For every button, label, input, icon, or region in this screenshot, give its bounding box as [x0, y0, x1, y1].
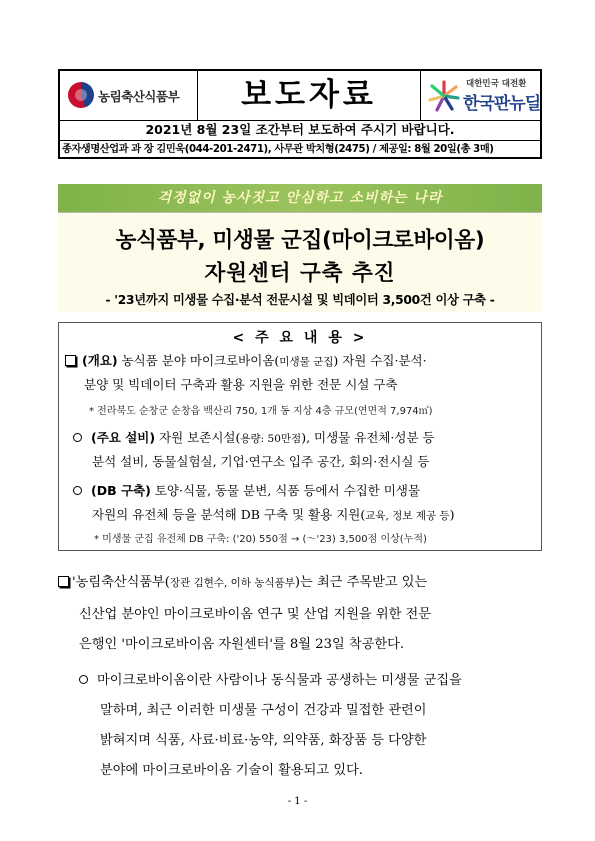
body-para-2-line-1 — [79, 669, 462, 688]
body-para-2-line-2: 말하며, 최근 이러한 미생물 구성이 건강과 밀접한 관련이 — [100, 703, 427, 718]
header-top-row — [60, 71, 540, 121]
para1-text: '농림축산식품부( — [72, 575, 170, 590]
checkbox-square-icon — [58, 576, 69, 587]
body-para-1-line-3: 은행인 '마이크로바이옴 자원센터'를 8월 23일 착공한다. — [79, 637, 405, 652]
equipment-line-1 — [73, 428, 435, 446]
korean-new-deal-logo — [420, 71, 542, 120]
overview-note: * 전라북도 순창군 순창읍 백산리 750, 1개 동 지상 4층 규모(연면적 7,974㎡) — [89, 406, 433, 417]
new-deal-tagline: 대한민국 대전환 — [466, 79, 527, 89]
page-number: - 1 - — [287, 796, 308, 807]
overview-text: 농식품 분야 마이크로바이옴( — [121, 353, 280, 368]
db-text-2-end: ) — [449, 507, 455, 522]
equipment-small: 용량: 50만점 — [240, 433, 302, 445]
para1-small: 장관 김현수, 이하 농식품부 — [169, 577, 295, 589]
headline-line-1: 농식품부, 미생물 군집(마이크로바이옴) — [115, 228, 485, 253]
circle-bullet-icon — [79, 675, 88, 684]
overview-line-1 — [65, 351, 427, 369]
overview-text-cont: ) 자원 수집·분석· — [333, 353, 427, 368]
doc-type-title: 보도자료 — [241, 77, 377, 113]
key-points-title: < 주 요 내 용 > — [232, 330, 368, 346]
key-points-box — [58, 322, 542, 551]
contact-info: 종자생명산업과 과 장 김민욱(044-201-2471), 사무관 박치형(2475) / 제공일: 8월 20일(총 3매) — [62, 144, 494, 155]
equipment-text: 자원 보존시설( — [159, 430, 241, 445]
circle-bullet-icon — [73, 486, 82, 495]
new-deal-brand: 한국판뉴딜 — [463, 94, 541, 114]
db-line-1 — [73, 481, 420, 499]
headline-box — [58, 212, 542, 312]
overview-label: (개요) — [82, 353, 118, 368]
headline-line-2: 자원센터 구축 추진 — [204, 261, 396, 286]
db-note: * 미생물 군집 유전체 DB 구축: ('20) 550점 → (～'23) 3,500점 이상(누적) — [94, 534, 427, 545]
db-text: 토양·식물, 동물 분변, 식품 등에서 수집한 미생물 — [154, 483, 421, 498]
equipment-text-cont: ), 미생물 유전체·성분 등 — [301, 430, 435, 445]
equipment-line-2: 분석 설비, 동물실험실, 기업·연구소 입주 공간, 회의·전시실 등 — [92, 454, 430, 469]
slogan-text: 걱정없이 농사짓고 안심하고 소비하는 나라 — [157, 190, 443, 206]
circle-bullet-icon — [73, 433, 82, 442]
press-release-header — [58, 69, 542, 159]
db-label: (DB 구축) — [91, 483, 151, 498]
db-line-2 — [92, 505, 454, 523]
body-para-1-line-1 — [58, 571, 427, 590]
new-deal-burst-icon — [427, 79, 461, 113]
ministry-name: 농림축산식품부 — [98, 89, 180, 104]
db-small: 교육, 정보 제공 등 — [365, 510, 450, 522]
checkbox-square-icon — [65, 355, 76, 366]
slogan-banner — [58, 184, 542, 212]
body-para-2-line-3: 밝혀지며 식품, 사료·비료·농약, 의약품, 화장품 등 다양한 — [100, 733, 427, 748]
overview-line-2: 분양 및 빅데이터 구축과 활용 지원을 위한 전문 시설 구축 — [84, 377, 398, 392]
ministry-logo — [60, 71, 198, 120]
equipment-label: (주요 설비) — [91, 430, 156, 445]
headline-subtitle: - '23년까지 미생물 수집·분석 전문시설 및 빅데이터 3,500건 이상 구축 - — [105, 293, 495, 307]
db-text-2: 자원의 유전체 등을 분석해 DB 구축 및 활용 지원( — [92, 507, 366, 522]
body-para-2-line-4: 분야에 마이크로바이옴 기술이 활용되고 있다. — [100, 763, 364, 778]
embargo-notice: 2021년 8월 23일 조간부터 보도하여 주시기 바랍니다. — [60, 120, 540, 141]
para1-text-cont: )는 최근 주목받고 있는 — [294, 575, 428, 590]
emblem-highlight — [75, 89, 87, 101]
overview-small: 미생물 군집 — [279, 356, 334, 368]
para2-text: 마이크로바이옴이란 사람이나 동식물과 공생하는 미생물 군집을 — [97, 673, 462, 688]
body-para-1-line-2: 신산업 분야인 마이크로바이옴 연구 및 산업 지원을 위한 전문 — [79, 607, 432, 622]
